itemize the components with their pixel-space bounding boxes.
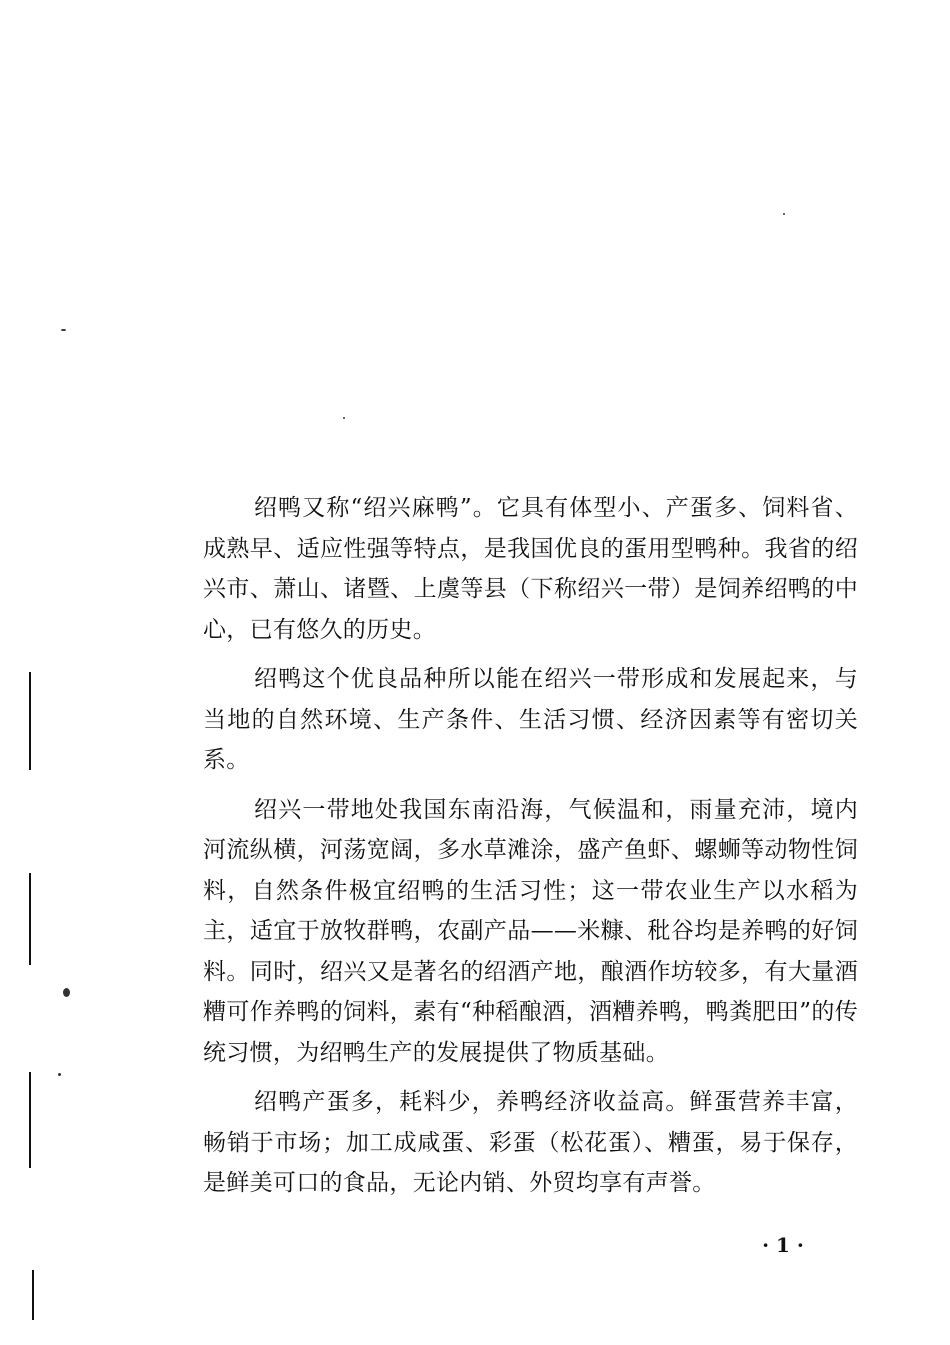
margin-scan-line	[29, 1072, 31, 1168]
scan-speck	[63, 988, 70, 997]
margin-scan-line	[29, 672, 31, 770]
paragraph: 绍鸭这个优良品种所以能在绍兴一带形成和发展起来，与当地的自然环境、生产条件、生活习惯、经济因素等有密切关系。	[203, 666, 858, 773]
scan-speck	[61, 329, 66, 331]
page-number: · 1 ·	[762, 1233, 804, 1257]
scan-speck	[58, 1073, 61, 1076]
scan-speck	[783, 213, 785, 215]
paragraph: 绍鸭产蛋多，耗料少，养鸭经济收益高。鲜蛋营养丰富，畅销于市场；加工成咸蛋、彩蛋（松花蛋）、糟蛋，易于保存，是鲜美可口的食品，无论内销、外贸均享有声誉。	[203, 1089, 858, 1196]
paragraph: 绍兴一带地处我国东南沿海，气候温和，雨量充沛，境内河流纵横，河荡宽阔，多水草滩涂，盛产鱼虾、螺蛳等动物性饲料，自然条件极宜绍鸭的生活习性；这一带农业生产以水稻为主，适宜于放牧群鸭，农副产品——米糠、秕谷均是养鸭的好饲料。同时，绍兴又是著名的绍酒产地，酿酒作坊较多，有大量酒糟可作养鸭的饲料，素有“种稻酿酒，酒糟养鸭，鸭粪肥田”的传统习惯，为绍鸭生产的发展提供了物质基础。	[203, 796, 858, 1066]
body-text	[203, 488, 858, 1213]
margin-scan-line	[32, 1270, 34, 1320]
paragraph: 绍鸭又称“绍兴麻鸭”。它具有体型小、产蛋多、饲料省、成熟早、适应性强等特点，是我国优良的蛋用型鸭种。我省的绍兴市、萧山、诸暨、上虞等县（下称绍兴一带）是饲养绍鸭的中心，已有悠久的历史。	[203, 495, 858, 643]
margin-scan-line	[29, 873, 31, 965]
scan-speck	[343, 417, 345, 419]
